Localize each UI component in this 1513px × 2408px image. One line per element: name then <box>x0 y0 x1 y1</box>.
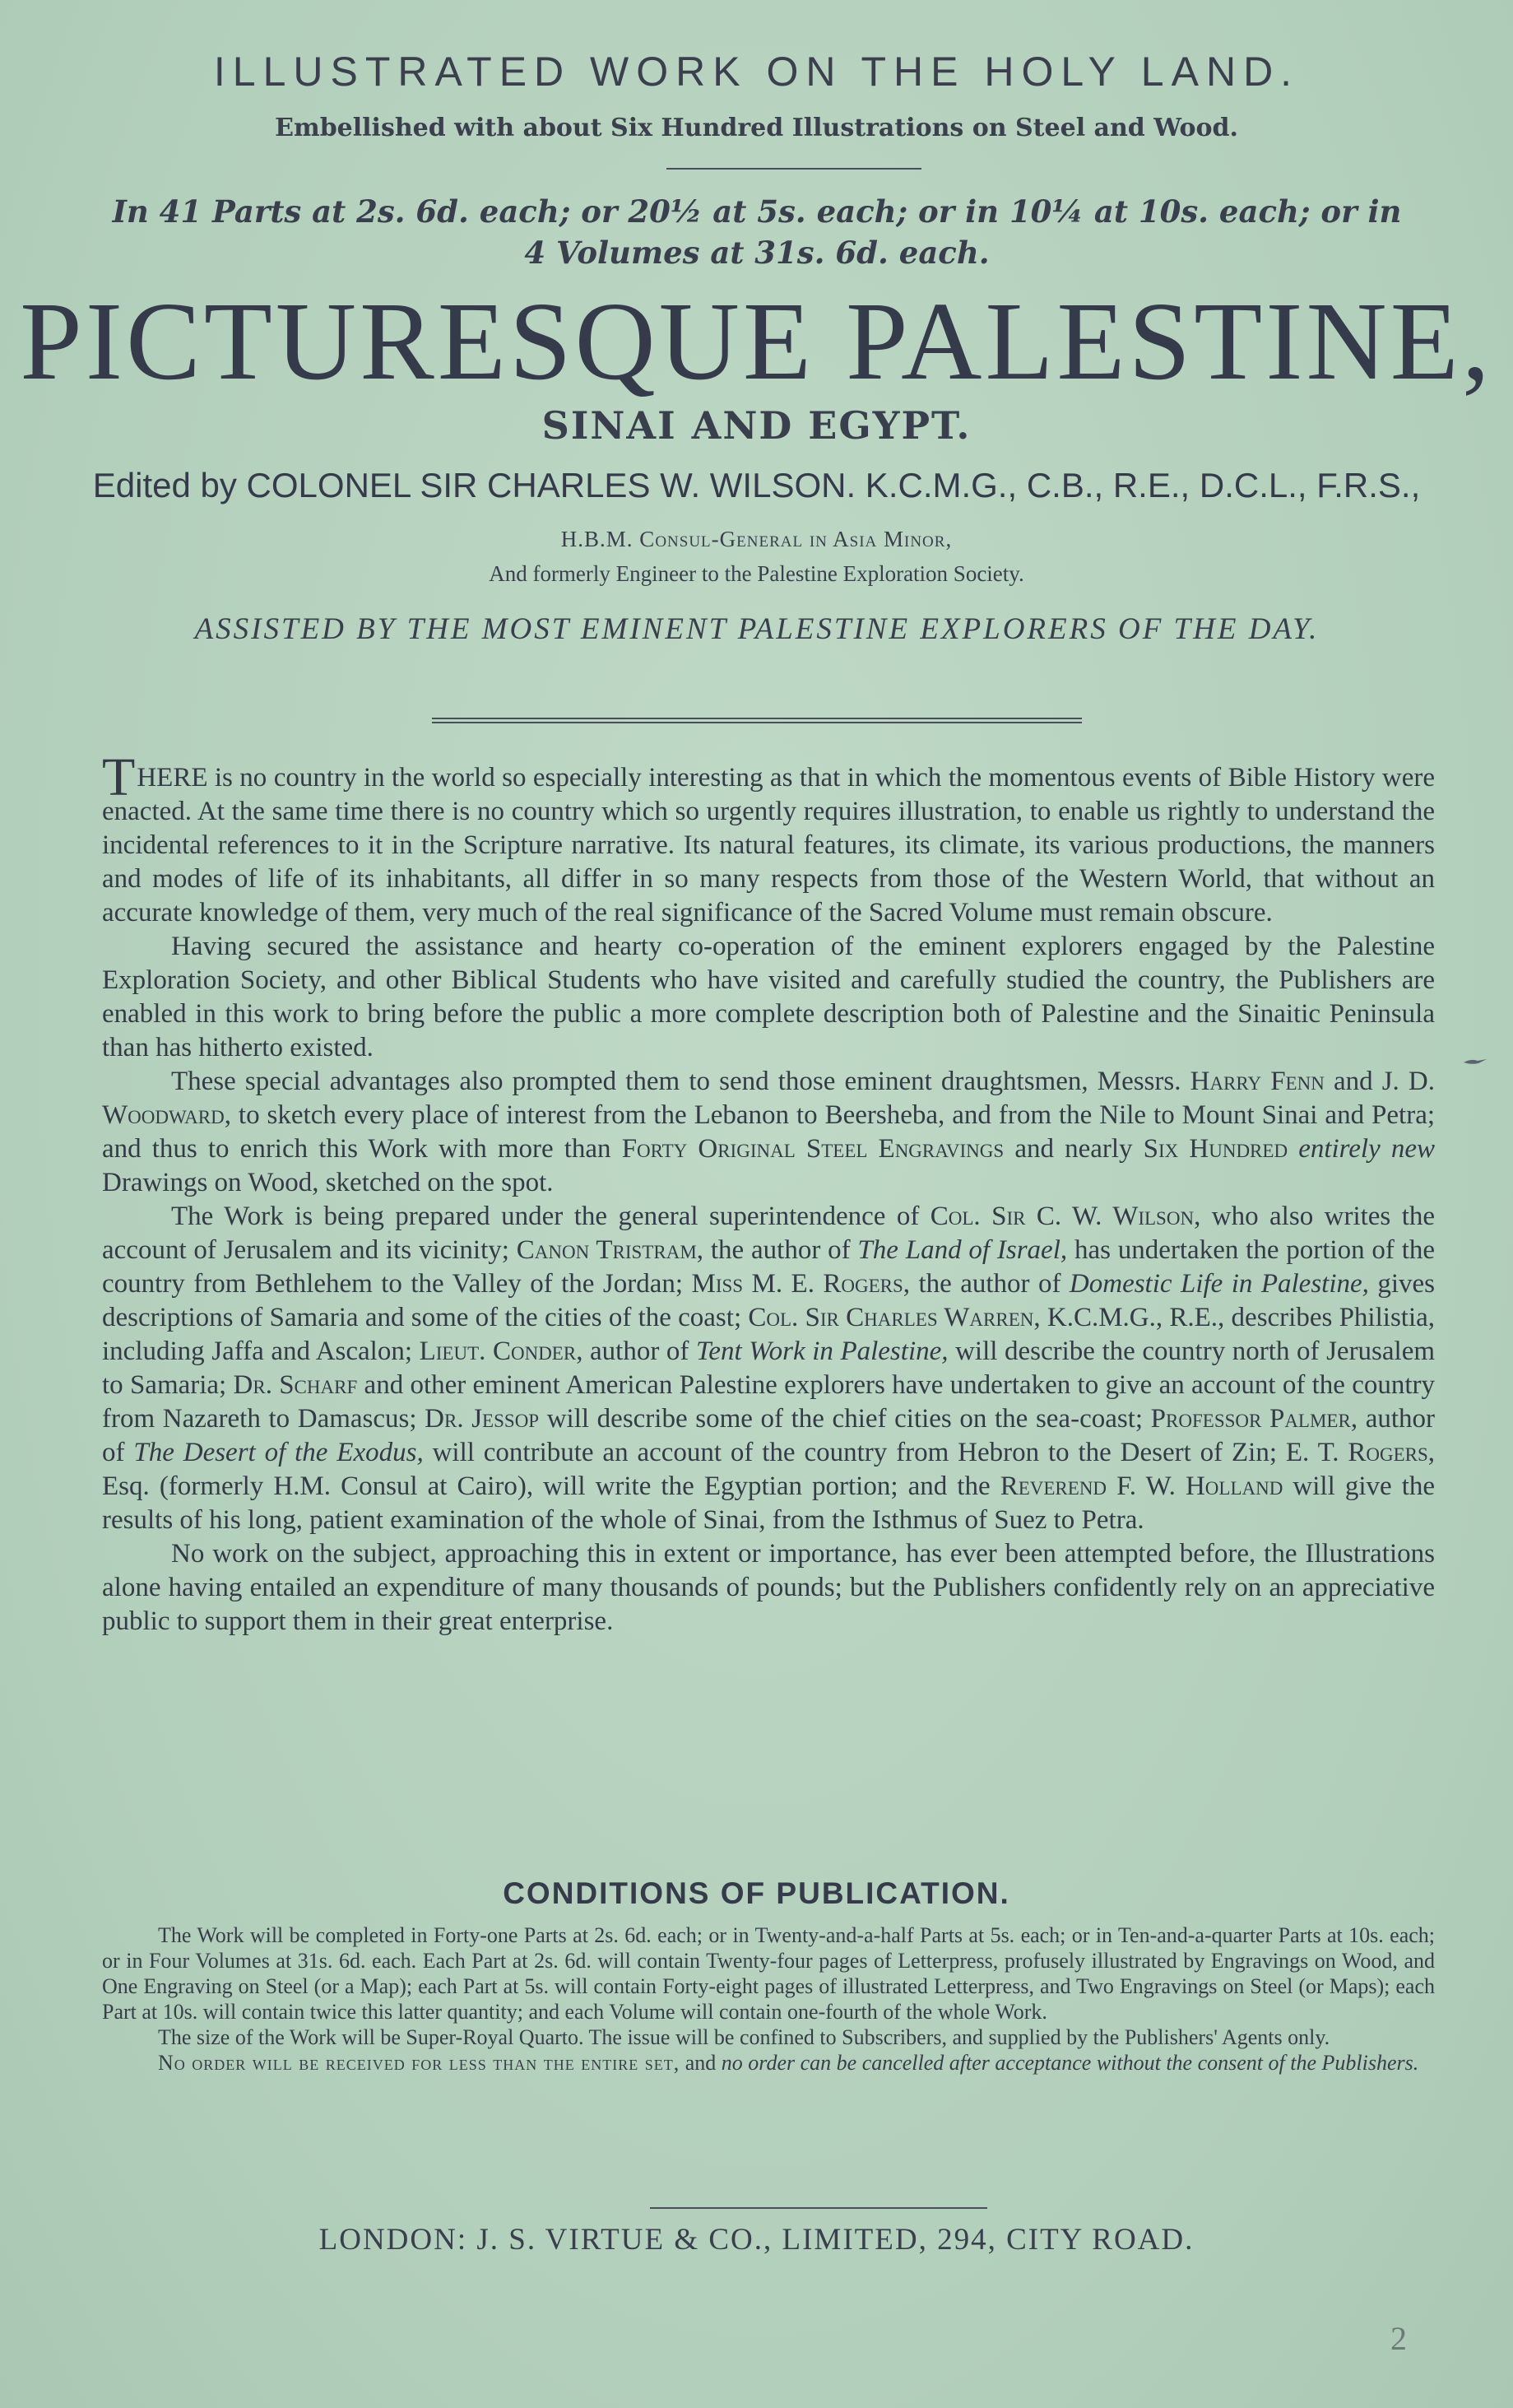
prospectus-body <box>102 747 1436 1639</box>
double-rule <box>432 718 1082 723</box>
conditions-heading: CONDITIONS OF PUBLICATION. <box>503 1876 1010 1910</box>
paragraph-closing: No work on the subject, approaching this in extent or importance, has ever been attempted before, the Illustrations alone having entailed an expenditure of many thousands of pounds; but the Publishers confidently rely on an appreciative public to support them in their great enterprise. <box>102 1539 1435 1636</box>
paragraph-contributors: The Work is being prepared under the general superintendence of Col. Sir C. W. Wilson, who also writes the account of Jerusalem and its vicinity; Canon Tristram, the author of The Land of Israel, has undertaken the portion of the country from Bethlehem to the Valley of the Jordan; Miss M. E. Rogers, the author of Domestic Life in Palestine, gives descriptions of Samaria and some of the cities of the coast; Col. Sir Charles Warren, K.C.M.G., R.E., describes Philistia, including Jaffa and Ascalon; Lieut. Conder, author of Tent Work in Palestine, will describe the country north of Jerusalem to Samaria; Dr. Scharf and other eminent American Palestine explorers have undertaken to give an account of the country from Nazareth to Damascus; Dr. Jessop will describe some of the chief cities on the sea-coast; Professor Palmer, author of The Desert of the Exodus, will contribute an account of the country from Hebron to the Desert of Zin; E. T. Rogers, Esq. (formerly H.M. Consul at Cairo), will write the Egyptian portion; and the Reverend F. W. Holland will give the results of his long, patient examination of the whole of Sinai, from the Isthmus of Suez to Petra. <box>102 1202 1436 1535</box>
consul-line: H.B.M. Consul-General in Asia Minor, <box>560 527 953 551</box>
kicker-heading: ILLUSTRATED WORK ON THE HOLY LAND. <box>213 49 1300 95</box>
publisher-imprint: LONDON: J. S. VIRTUE & CO., LIMITED, 294, CITY ROAD. <box>318 2223 1195 2257</box>
divider-rule-bottom <box>650 2207 987 2209</box>
embellished-line: Embellished with about Six Hundred Illustrations on Steel and Wood. <box>275 114 1238 142</box>
editor-line: Edited by COLONEL SIR CHARLES W. WILSON. K.C.M.G., C.B., R.E., D.C.L., F.R.S., <box>92 466 1421 504</box>
paragraph-text: HERE is no country in the world so especially interesting as that in which the momentous events of Bible History were enacted. At the same time there is no country which so urgently requires illustration, to enable us rightly to understand the incidental references to it in the Scripture narrative. Its natural features, its climate, its various productions, the manners and modes of life of its inhabitants, all differ in so many respects from those of the Western World, that without an accurate knowledge of them, very much of the real significance of the Sacred Volume must remain obscure. <box>102 763 1435 927</box>
paragraph-intro <box>102 747 1435 930</box>
drop-cap: T <box>102 747 136 807</box>
condition-orders: No order will be received for less than the entire set, and no order can be cancelled after acceptance without the consent of the Publishers. <box>158 2051 1419 2075</box>
paragraph-draughtsmen: These special advantages also prompted them to send those eminent draughtsmen, Messrs. Harry Fenn and J. D. Woodward, to sketch every place of interest from the Lebanon to Beersheba, and from the Nile to Mount Sinai and Petra; and thus to enrich this Work with more than Forty Original Steel Engravings and nearly Six Hundred entirely new Drawings on Wood, sketched on the spot. <box>102 1067 1436 1197</box>
assisted-line: ASSISTED BY THE MOST EMINENT PALESTINE EXPLORERS OF THE DAY. <box>194 612 1320 646</box>
ink-mark-icon <box>1463 1055 1487 1067</box>
parts-pricing: In 41 Parts at 2s. 6d. each; or 20½ at 5s. each; or in 10¼ at 10s. each; or in 4 Volumes at 31s. 6d. each. <box>112 193 1402 271</box>
conditions-body <box>102 1922 1435 2076</box>
formerly-line: And formerly Engineer to the Palestine Exploration Society. <box>489 561 1024 586</box>
page-subtitle: SINAI AND EGYPT. <box>541 403 972 448</box>
condition-parts: The Work will be completed in Forty-one Parts at 2s. 6d. each; or in Twenty-and-a-half Parts at 5s. each; or in Ten-and-a-quarter Parts at 10s. each; or in Four Volumes at 31s. 6d. each. Each Part at 2s. 6d. will contain Twenty-four pages of Letterpress, profusely illustrated by Engravings on Wood, and One Engraving on Steel (or a Map); each Part at 5s. will contain Forty-eight pages of illustrated Letterpress, and Two Engravings on Steel (or Maps); each Part at 10s. will contain twice this latter quantity; and each Volume will contain one-fourth of the whole Work. <box>102 1923 1435 2024</box>
paragraph-cooperation: Having secured the assistance and hearty co-operation of the eminent explorers engaged by the Palestine Exploration Society, and other Biblical Students who have visited and carefully studied the country, the Publishers are enabled in this work to bring before the public a more complete description both of Palestine and the Sinaitic Peninsula than has hitherto existed. <box>102 932 1435 1062</box>
page-title: PICTURESQUE PALESTINE, <box>20 280 1493 403</box>
page-mark: 2 <box>1390 2320 1407 2357</box>
divider-rule <box>666 168 921 170</box>
condition-size: The size of the Work will be Super-Royal Quarto. The issue will be confined to Subscribers, and supplied by the Publishers' Agents only. <box>158 2025 1330 2049</box>
